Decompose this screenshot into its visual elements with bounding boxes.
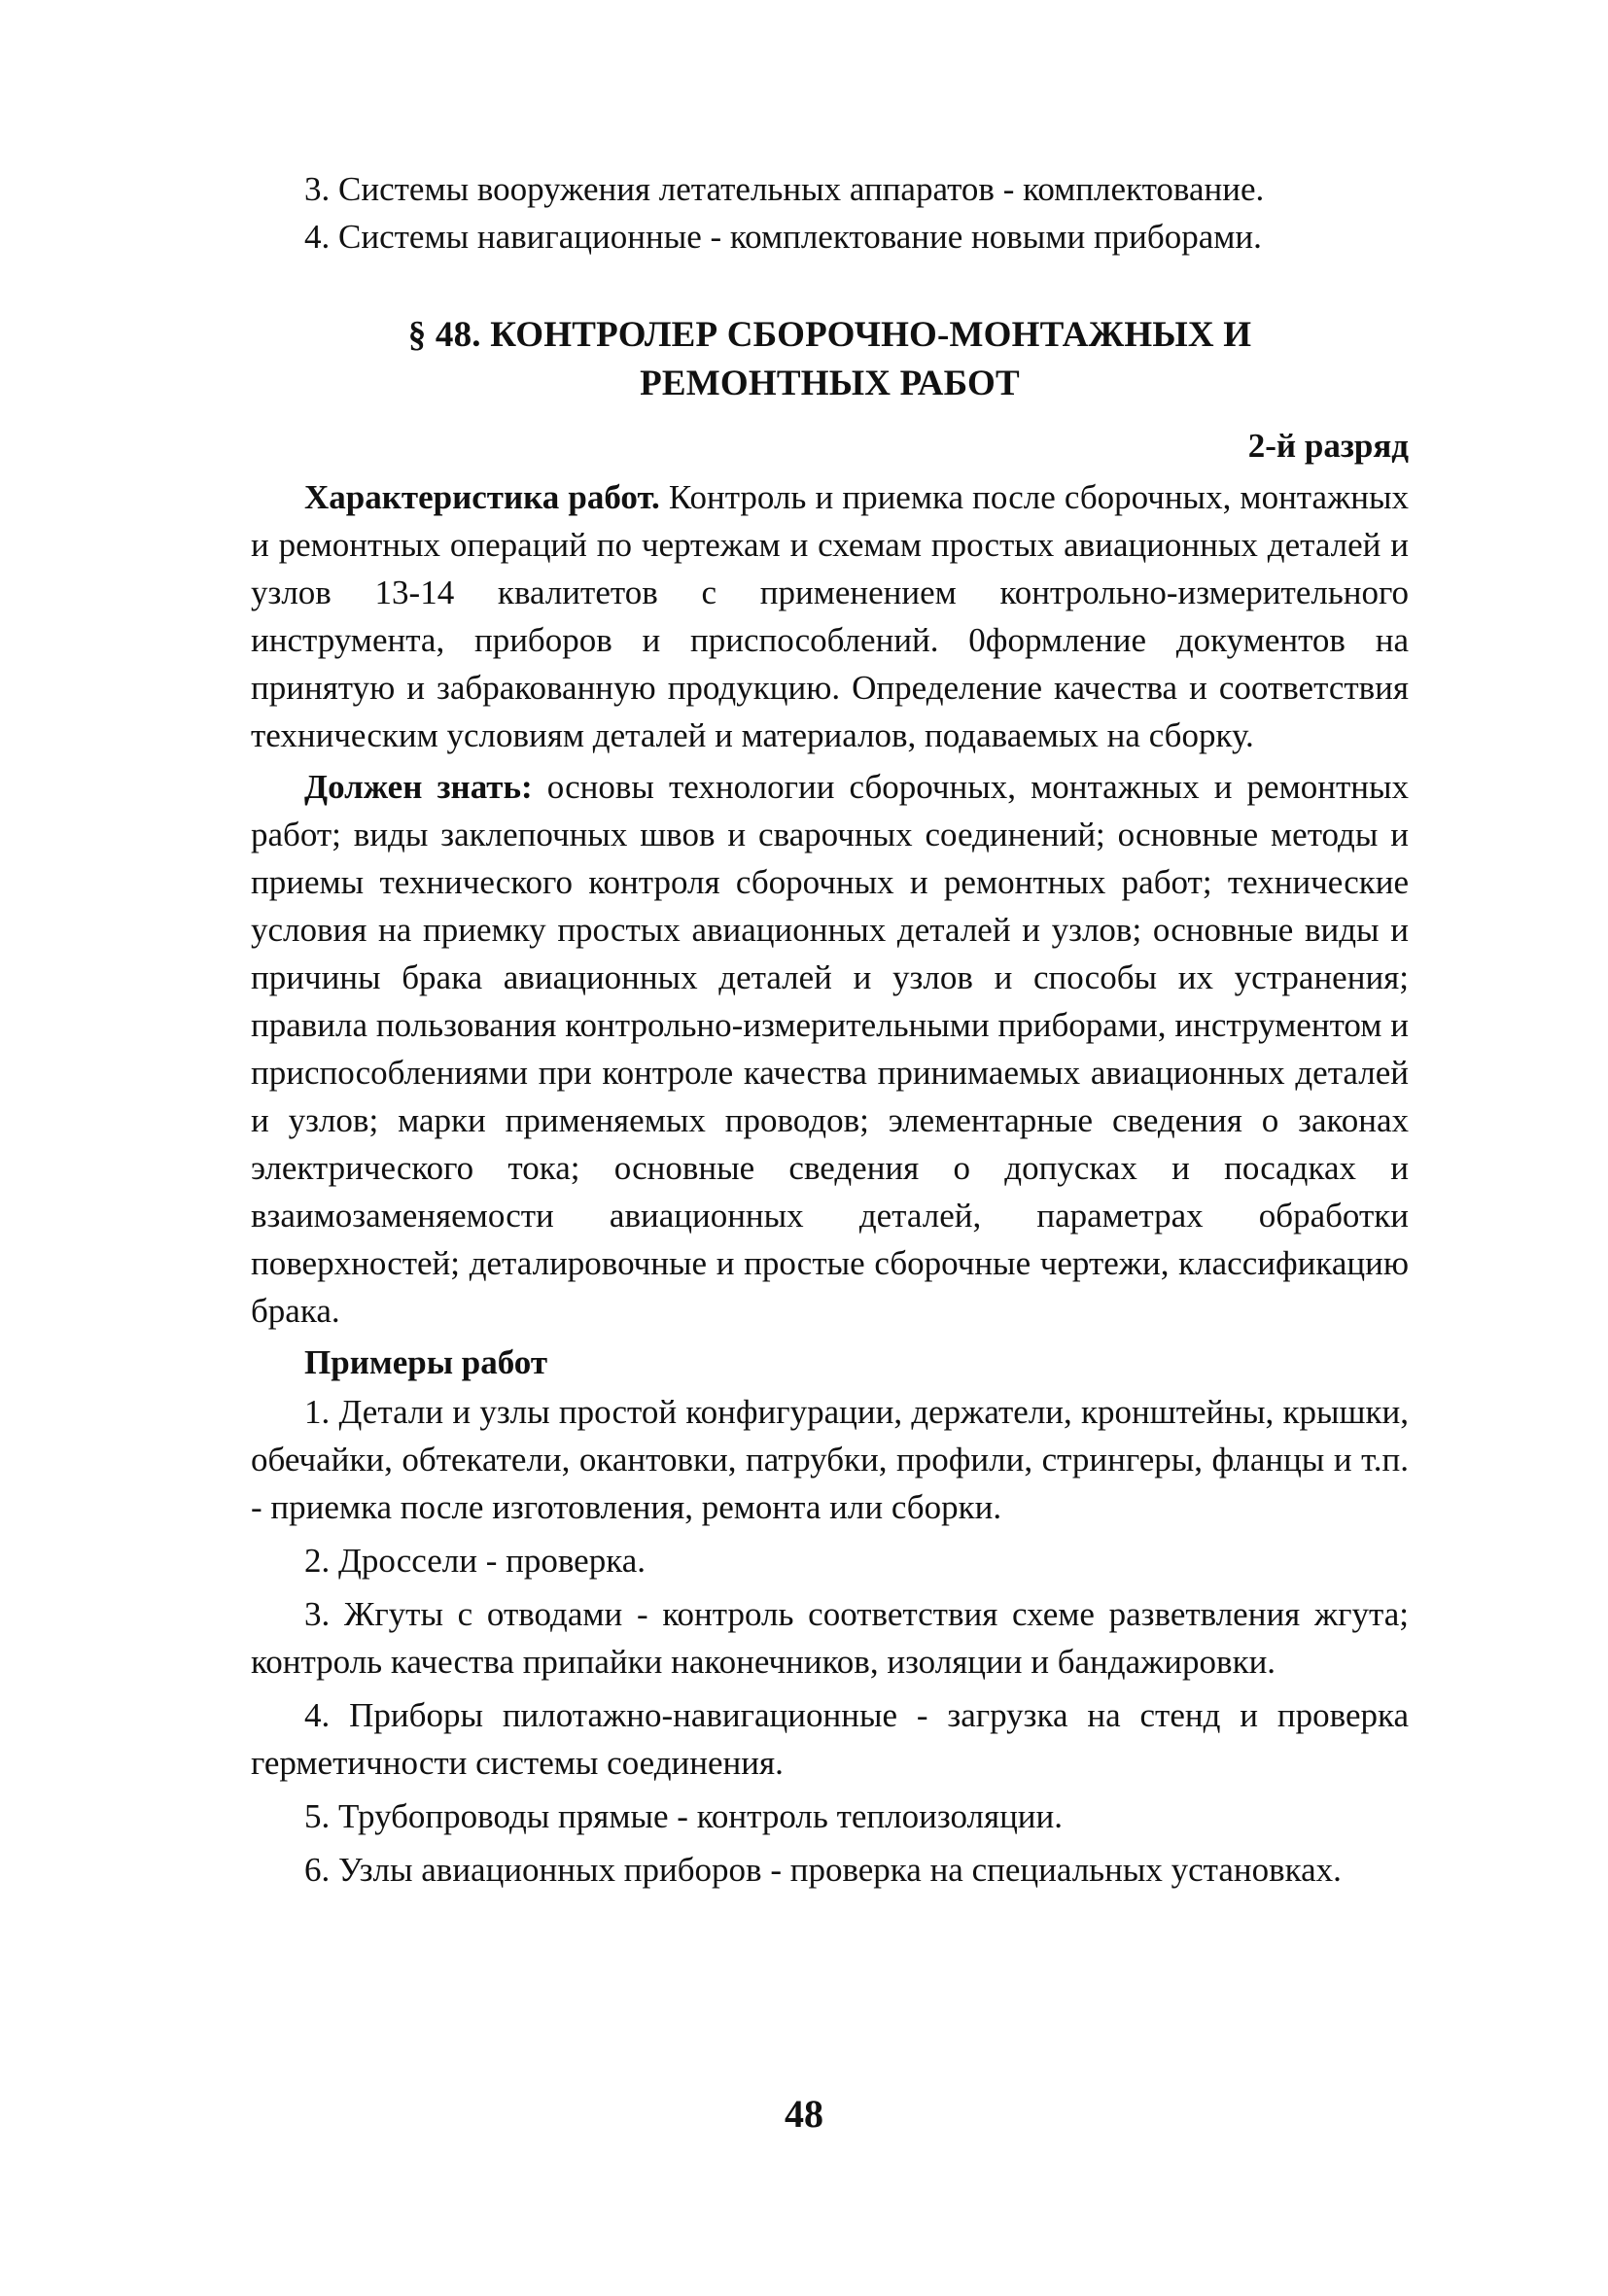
top-item-3: 3. Системы вооружения летательных аппаратов - комплектование. bbox=[304, 170, 1265, 208]
examples-heading: Примеры работ bbox=[304, 1343, 548, 1381]
example-item-3: 3. Жгуты с отводами - контроль соответствия схеме разветвления жгута; контроль качества припайки наконечников, изоляции и бандажировки. bbox=[251, 1595, 1409, 1681]
example-item-5: 5. Трубопроводы прямые - контроль теплоизоляции. bbox=[304, 1797, 1064, 1835]
grade-label: 2-й разряд bbox=[1247, 427, 1409, 465]
section-title bbox=[251, 311, 1409, 408]
characteristics-label: Характеристика работ. bbox=[304, 478, 660, 516]
section-title-line-1: § 48. КОНТРОЛЕР СБОРОЧНО-МОНТАЖНЫХ И bbox=[407, 315, 1252, 355]
must-know-label: Должен знать: bbox=[304, 768, 533, 806]
top-item-4: 4. Системы навигационные - комплектование новыми приборами. bbox=[304, 218, 1262, 256]
example-item-1: 1. Детали и узлы простой конфигурации, держатели, кронштейны, крышки, обечайки, обтекатели, окантовки, патрубки, профили, стрингеры, фланцы и т.п. - приемка после изготовления, ремонта или сборки. bbox=[251, 1393, 1409, 1526]
section-title-line-2: РЕМОНТНЫХ РАБОТ bbox=[640, 364, 1020, 403]
must-know-text: основы технологии сборочных, монтажных и ремонтных работ; виды заклепочных швов и сварочных соединений; основные методы и приемы технического контроля сборочных и ремонтных работ; технические условия на приемку простых авиационных деталей и узлов; основные виды и причины брака авиационных деталей и узлов и способы их устранения; правила пользования контрольно-измерительными приборами, инструментом и приспособлениями при контроле качества принимаемых авиационных деталей и узлов; марки применяемых проводов; элементарные сведения о законах электрического тока; основные сведения о допусках и посадках и взаимозаменяемости авиационных деталей, параметрах обработки поверхностей; деталировочные и простые сборочные чертежи, классификацию брака. bbox=[251, 768, 1410, 1330]
example-item-6: 6. Узлы авиационных приборов - проверка на специальных установках. bbox=[304, 1851, 1342, 1889]
must-know-paragraph bbox=[251, 763, 1409, 1335]
page-number: 48 bbox=[785, 2092, 823, 2136]
example-item-4: 4. Приборы пилотажно-навигационные - загрузка на стенд и проверка герметичности системы соединения. bbox=[251, 1696, 1409, 1782]
example-item-2: 2. Дроссели - проверка. bbox=[304, 1542, 646, 1580]
characteristics-text: Контроль и приемка после сборочных, монтажных и ремонтных операций по чертежам и схемам простых авиационных деталей и узлов 13-14 квалитетов с применением контрольно-измерительного инструмента, приборов и приспособлений. 0формление документов на принятую и забракованную продукцию. Определение качества и соответствия техническим условиям деталей и материалов, подаваемых на сборку. bbox=[251, 478, 1409, 754]
characteristics-paragraph bbox=[251, 473, 1409, 759]
